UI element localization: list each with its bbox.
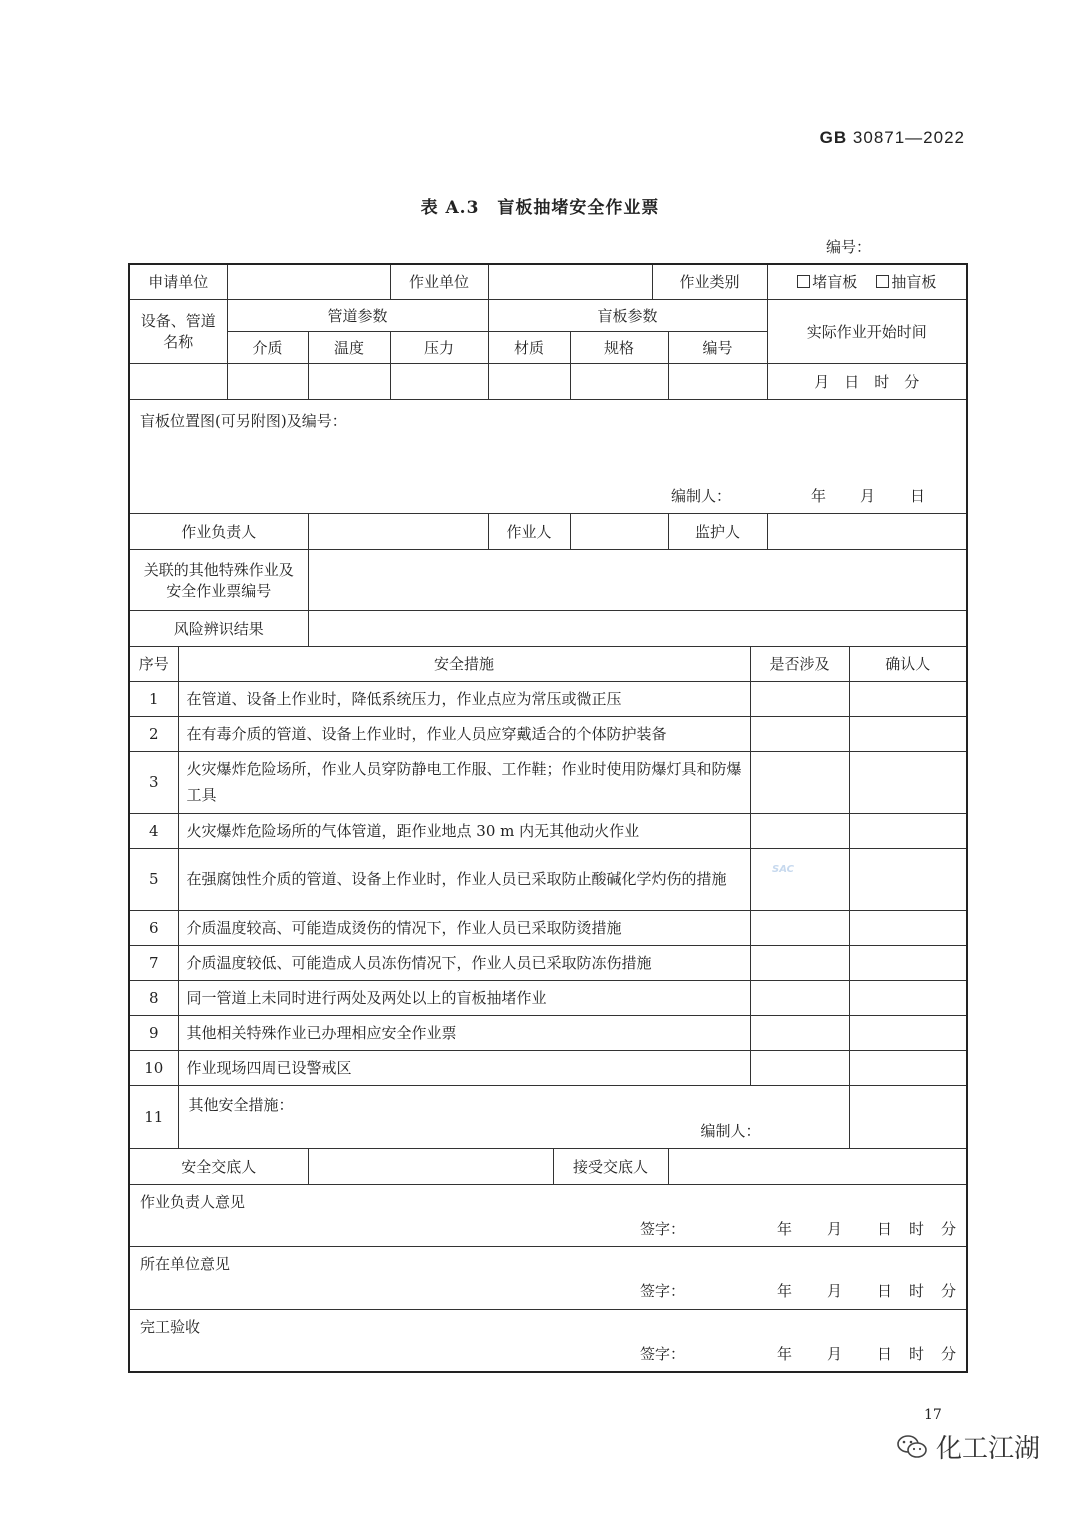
opinion-cell[interactable]	[129, 1184, 967, 1246]
table-row	[129, 813, 967, 848]
month-label: 月	[827, 1281, 843, 1300]
measure-no: 11	[129, 1085, 178, 1148]
measure-no: 8	[129, 980, 178, 1015]
table-row	[129, 716, 967, 751]
table-row	[129, 681, 967, 716]
material-label: 材质	[488, 331, 570, 363]
involved-cell[interactable]	[750, 813, 849, 848]
sac-stamp: SAC	[772, 864, 794, 875]
year-label: 年	[777, 1219, 793, 1238]
risk-value[interactable]	[308, 610, 967, 646]
opinion-label: 完工验收	[140, 1317, 201, 1336]
worker-value[interactable]	[570, 513, 668, 549]
confirmer-cell[interactable]	[849, 751, 967, 813]
guardian-label: 监护人	[668, 513, 767, 549]
work-type-label: 作业类别	[652, 264, 767, 299]
standard-prefix: GB	[819, 128, 848, 147]
medium-value[interactable]	[227, 363, 308, 399]
work-type-options	[767, 264, 967, 299]
involved-header: 是否涉及	[750, 646, 849, 681]
confirmer-cell[interactable]	[849, 716, 967, 751]
diagram-preparer-label: 编制人：	[671, 486, 732, 505]
diagram-label: 盲板位置图(可另附图)及编号：	[140, 411, 347, 430]
measure-text: 在管道、设备上作业时，降低系统压力，作业点应为常压或微正压	[178, 681, 750, 716]
measure-text: 在有毒介质的管道、设备上作业时，作业人员应穿戴适合的个体防护装备	[178, 716, 750, 751]
actual-start-label: 实际作业开始时间	[767, 299, 967, 363]
block-option-label: 堵盲板	[812, 273, 858, 292]
spec-label: 规格	[570, 331, 668, 363]
opinion-label: 作业负责人意见	[140, 1192, 246, 1211]
involved-cell[interactable]	[750, 1015, 849, 1050]
hour-label: 时	[909, 1281, 925, 1300]
month-label: 月	[827, 1344, 843, 1363]
day-label: 日	[877, 1219, 893, 1238]
measure-text: 介质温度较低、可能造成人员冻伤情况下，作业人员已采取防冻伤措施	[178, 945, 750, 980]
measure-no: 4	[129, 813, 178, 848]
table-row	[129, 910, 967, 945]
year-label: 年	[777, 1344, 793, 1363]
measure-text: 火灾爆炸危险场所的气体管道，距作业地点 30 m 内无其他动火作业	[178, 813, 750, 848]
related-line1: 关联的其他特殊作业及	[143, 560, 294, 579]
measure-no: 1	[129, 681, 178, 716]
spec-value[interactable]	[570, 363, 668, 399]
related-permits-value[interactable]	[308, 549, 967, 610]
form-title: 表 A.3 盲板抽堵安全作业票	[420, 198, 660, 218]
confirmer-cell[interactable]	[849, 813, 967, 848]
table-row	[129, 1050, 967, 1085]
day-label: 日	[877, 1344, 893, 1363]
work-permit-table	[128, 263, 968, 1373]
pipe-params-label: 管道参数	[227, 299, 488, 331]
apply-unit-label: 申请单位	[129, 264, 227, 299]
pressure-label: 压力	[390, 331, 488, 363]
involved-cell[interactable]	[750, 1050, 849, 1085]
measure-text: 其他相关特殊作业已办理相应安全作业票	[178, 1015, 750, 1050]
handover-receiver-value[interactable]	[668, 1148, 967, 1184]
serial-number-label: 编号：	[826, 238, 872, 256]
start-time-value[interactable]: 月 日 时 分	[767, 363, 967, 399]
worker-label: 作业人	[488, 513, 570, 549]
confirmer-cell[interactable]	[849, 945, 967, 980]
table-row	[129, 1015, 967, 1050]
pressure-value[interactable]	[390, 363, 488, 399]
involved-cell[interactable]	[750, 980, 849, 1015]
measure-no: 9	[129, 1015, 178, 1050]
watermark-text: 化工江湖	[936, 1434, 1041, 1464]
other-measures-cell[interactable]	[178, 1085, 849, 1148]
work-unit-label: 作业单位	[390, 264, 488, 299]
standard-number	[820, 128, 965, 148]
sign-label: 签字：	[640, 1344, 686, 1363]
involved-cell[interactable]	[750, 910, 849, 945]
measure-text: 火灾爆炸危险场所，作业人员穿防静电工作服、工作鞋；作业时使用防爆灯具和防爆工具	[178, 751, 750, 813]
confirmer-cell[interactable]	[849, 1015, 967, 1050]
measure-header: 安全措施	[178, 646, 750, 681]
measure-no: 10	[129, 1050, 178, 1085]
material-value[interactable]	[488, 363, 570, 399]
related-permits-label	[129, 549, 308, 610]
handover-giver-label: 安全交底人	[129, 1148, 308, 1184]
sign-label: 签字：	[640, 1219, 686, 1238]
diagram-day: 日	[910, 486, 926, 505]
remove-option-label: 抽盲板	[891, 273, 937, 292]
medium-label: 介质	[227, 331, 308, 363]
minute-label: 分	[941, 1281, 957, 1300]
confirmer-cell[interactable]	[849, 980, 967, 1015]
other-measures-label: 其他安全措施：	[188, 1095, 294, 1114]
equipment-name-line1: 设备、管道	[140, 312, 216, 330]
opinion-label: 所在单位意见	[140, 1254, 231, 1273]
handover-giver-value[interactable]	[308, 1148, 553, 1184]
table-row	[129, 1085, 967, 1148]
standard-code: 30871—2022	[852, 128, 965, 147]
involved-cell[interactable]	[750, 751, 849, 813]
diagram-cell[interactable]	[129, 399, 967, 513]
measure-text: 作业现场四周已设警戒区	[178, 1050, 750, 1085]
measure-text: 同一管道上未同时进行两处及两处以上的盲板抽堵作业	[178, 980, 750, 1015]
work-unit-value[interactable]	[488, 264, 652, 299]
other-measures-preparer: 编制人：	[700, 1121, 761, 1140]
related-line2: 安全作业票编号	[166, 581, 272, 600]
minute-label: 分	[941, 1219, 957, 1238]
watermark	[896, 1428, 1040, 1465]
seq-header: 序号	[129, 646, 178, 681]
measure-no: 5	[129, 848, 178, 910]
equipment-name-value[interactable]	[129, 363, 227, 399]
table-row	[129, 848, 967, 910]
measure-text: 在强腐蚀性介质的管道、设备上作业时，作业人员已采取防止酸碱化学灼伤的措施	[178, 848, 750, 910]
guardian-value[interactable]	[767, 513, 967, 549]
measure-no: 3	[129, 751, 178, 813]
opinion-cell[interactable]	[129, 1246, 967, 1309]
table-row	[129, 980, 967, 1015]
handover-receiver-label: 接受交底人	[553, 1148, 668, 1184]
supervisor-value[interactable]	[308, 513, 488, 549]
remove-checkbox[interactable]	[876, 275, 889, 288]
page-number: 17	[924, 1407, 942, 1423]
hour-label: 时	[909, 1219, 925, 1238]
confirmer-cell[interactable]	[849, 848, 967, 910]
diagram-year: 年	[811, 486, 827, 505]
involved-cell[interactable]	[750, 716, 849, 751]
supervisor-label: 作业负责人	[129, 513, 308, 549]
sign-label: 签字：	[640, 1281, 686, 1300]
confirmer-cell[interactable]	[849, 1050, 967, 1085]
opinion-cell[interactable]	[129, 1309, 967, 1372]
confirmer-header: 确认人	[849, 646, 967, 681]
involved-cell[interactable]	[750, 848, 849, 910]
diagram-month: 月	[860, 486, 876, 505]
measure-no: 7	[129, 945, 178, 980]
table-row	[129, 751, 967, 813]
wechat-icon	[896, 1434, 928, 1460]
equipment-name-label	[129, 299, 227, 363]
risk-label: 风险辨识结果	[129, 610, 308, 646]
confirmer-cell[interactable]	[849, 1085, 967, 1148]
equipment-name-line2: 名称	[163, 333, 194, 351]
number-value[interactable]	[668, 363, 767, 399]
month-label: 月	[827, 1219, 843, 1238]
year-label: 年	[777, 1281, 793, 1300]
temperature-value[interactable]	[308, 363, 390, 399]
hour-label: 时	[909, 1344, 925, 1363]
measure-no: 2	[129, 716, 178, 751]
temperature-label: 温度	[308, 331, 390, 363]
confirmer-cell[interactable]	[849, 681, 967, 716]
measure-text: 介质温度较高、可能造成烫伤的情况下，作业人员已采取防烫措施	[178, 910, 750, 945]
confirmer-cell[interactable]	[849, 910, 967, 945]
table-row	[129, 945, 967, 980]
minute-label: 分	[941, 1344, 957, 1363]
measure-no: 6	[129, 910, 178, 945]
apply-unit-value[interactable]	[227, 264, 390, 299]
day-label: 日	[877, 1281, 893, 1300]
involved-cell[interactable]	[750, 945, 849, 980]
blind-params-label: 盲板参数	[488, 299, 767, 331]
number-label: 编号	[668, 331, 767, 363]
involved-cell[interactable]	[750, 681, 849, 716]
block-checkbox[interactable]	[797, 275, 810, 288]
